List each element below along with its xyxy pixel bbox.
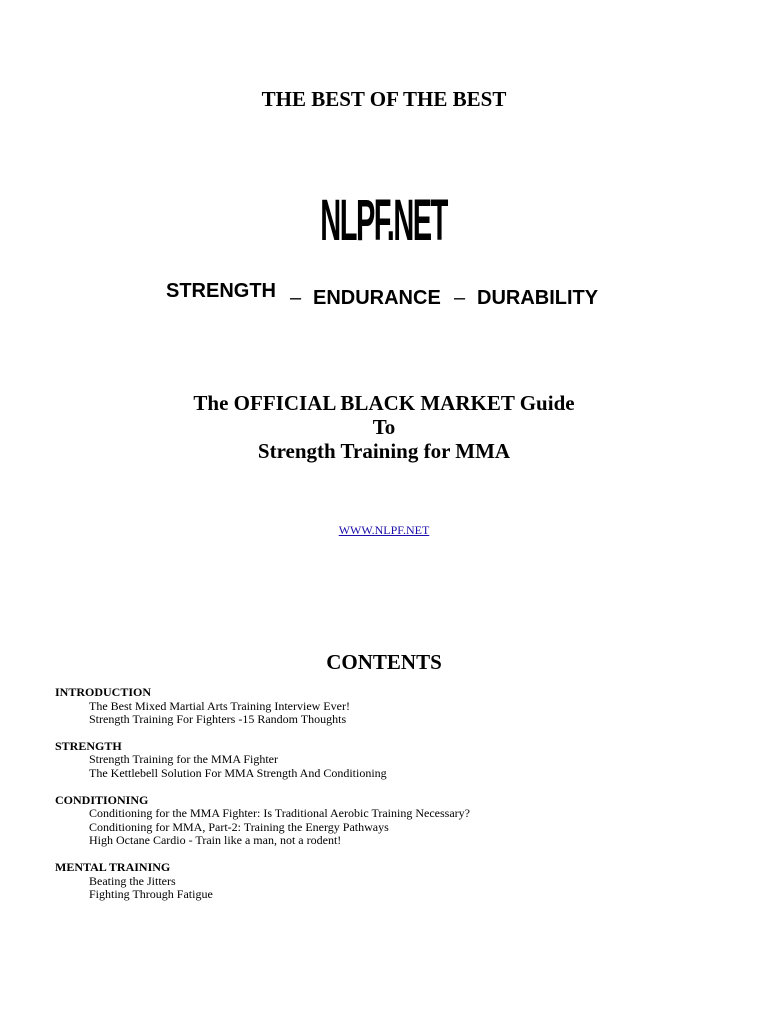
toc-item: Conditioning for MMA, Part-2: Training the Energy Pathways: [89, 819, 389, 834]
toc-item: Strength Training for the MMA Fighter: [89, 752, 279, 767]
toc-item: Conditioning for the MMA Fighter: Is Traditional Aerobic Training Necessary?: [89, 806, 470, 821]
toc-item: The Kettlebell Solution For MMA Strength And Conditioning: [89, 765, 387, 780]
top-title: THE BEST OF THE BEST: [261, 87, 507, 111]
toc-section-introduction: [55, 686, 715, 727]
logo-wordmark: NLPF.NET: [320, 188, 448, 253]
guide-title-line-1: The OFFICIAL BLACK MARKET Guide: [193, 391, 575, 415]
tagline-separator-1: –: [290, 287, 302, 309]
toc-section-strength: [55, 740, 715, 781]
tagline-separator-2: –: [454, 287, 466, 309]
guide-title: [0, 391, 768, 463]
toc-item: Strength Training For Fighters -15 Random Thoughts: [89, 712, 347, 727]
guide-title-line-3: Strength Training for MMA: [257, 439, 511, 463]
toc-item: High Octane Cardio - Train like a man, not a rodent!: [89, 833, 342, 848]
logo-text: [0, 186, 768, 256]
toc-item: Beating the Jitters: [89, 873, 176, 888]
toc-section-mental-training: [55, 861, 715, 902]
toc-section-conditioning: [55, 794, 715, 848]
toc-section-title: INTRODUCTION: [55, 685, 152, 699]
site-link[interactable]: WWW.NLPF.NET: [338, 523, 430, 537]
contents-heading: CONTENTS: [326, 650, 442, 674]
site-link-container: [0, 523, 768, 538]
toc-section-title: CONDITIONING: [55, 792, 149, 807]
toc-item: Fighting Through Fatigue: [89, 887, 213, 902]
toc-section-title: STRENGTH: [55, 738, 122, 753]
table-of-contents: [55, 686, 715, 915]
tagline-strength: STRENGTH: [166, 280, 276, 302]
tagline-durability: DURABILITY: [477, 287, 599, 309]
toc-item: The Best Mixed Martial Arts Training Interview Ever!: [89, 698, 350, 713]
toc-section-title: MENTAL TRAINING: [55, 859, 171, 874]
guide-title-line-2: To: [372, 415, 396, 439]
tagline-endurance: ENDURANCE: [313, 287, 441, 309]
